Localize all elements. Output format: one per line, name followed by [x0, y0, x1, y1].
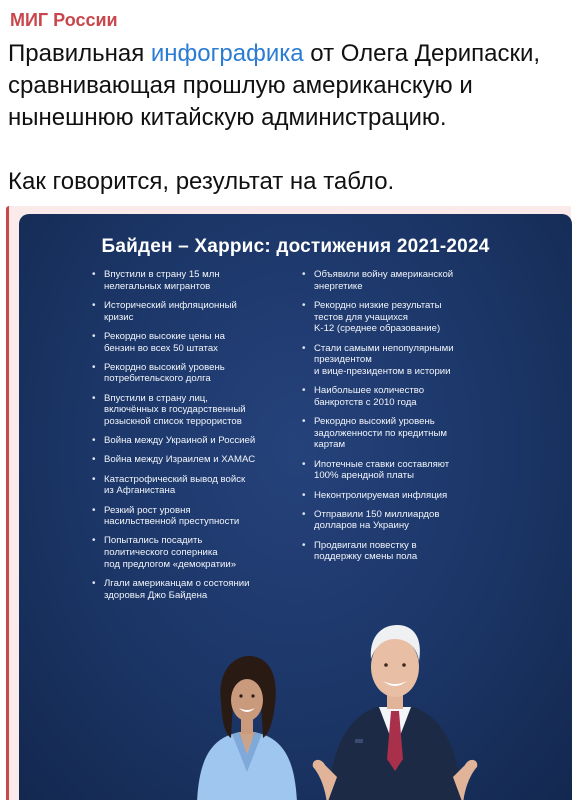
post-text — [8, 38, 568, 198]
post-text-start: Правильная — [8, 40, 151, 67]
list-item-text: Исторический инфляционный кризис — [104, 299, 237, 323]
list-item — [302, 540, 517, 563]
list-item-text: Война между Израилем и ХАМАС — [104, 454, 256, 466]
bullet-icon: • — [302, 269, 306, 280]
bullet-icon: • — [302, 539, 306, 551]
quoted-media — [6, 206, 571, 800]
left-column — [92, 269, 302, 609]
list-item — [92, 331, 302, 354]
list-item-text: Объявили войну американской энергетике — [314, 269, 454, 292]
list-item-text: Впустили в страну 15 млн нелегальных мигрантов — [104, 269, 220, 292]
list-item — [302, 343, 517, 378]
bullet-icon: • — [302, 385, 306, 397]
bullet-icon: • — [92, 361, 96, 373]
list-item — [302, 416, 517, 451]
list-item — [302, 490, 517, 502]
man-illustration — [307, 599, 482, 800]
list-item-text: Рекордно низкие результаты тестов для учащихся K-12 (среднее образование) — [314, 299, 442, 335]
bullet-icon: • — [92, 299, 96, 311]
list-item — [92, 269, 302, 292]
bullet-icon: • — [302, 416, 306, 428]
list-item — [92, 474, 302, 497]
list-item-text: Резкий рост уровня насильственной преступности — [104, 504, 240, 528]
bullet-icon: • — [92, 269, 96, 280]
list-item — [92, 300, 302, 323]
list-item-text: Война между Украиной и Россией — [104, 435, 256, 447]
list-item — [92, 578, 302, 601]
bullet-icon: • — [92, 535, 96, 547]
list-item-text: Наибольшее количество банкротств с 2010 года — [314, 385, 425, 408]
bullet-icon: • — [92, 392, 96, 404]
list-item — [92, 362, 302, 385]
bullet-icon: • — [302, 458, 306, 470]
bullet-icon: • — [302, 342, 306, 354]
list-item-text: Впустили в страну лиц, включённых в государственный розыскной список террористов — [104, 392, 246, 428]
bullet-icon: • — [302, 299, 306, 311]
bullet-icon: • — [302, 508, 306, 520]
woman-illustration — [187, 642, 307, 800]
infographic-link[interactable]: инфографика — [150, 40, 304, 67]
infographic-image[interactable] — [19, 214, 572, 800]
list-item-text: Стали самыми непопулярными президентом и вице-президентом в истории — [314, 342, 454, 377]
list-item — [302, 269, 517, 292]
list-item-text: Рекордно высокий уровень потребительского долга — [104, 361, 225, 385]
list-item-text: Отправили 150 миллиардов долларов на Украину — [314, 508, 440, 532]
post-text-end: от Олега Дерипаски, сравнивающая прошлую американскую и нынешнюю китайскую администрацию. — [8, 40, 541, 131]
list-item — [92, 454, 302, 466]
bullet-icon: • — [302, 489, 306, 501]
bullet-icon: • — [92, 330, 96, 342]
right-column — [302, 269, 517, 571]
list-item-text: Неконтролируемая инфляция — [314, 489, 448, 501]
list-item — [302, 459, 517, 482]
list-item — [302, 385, 517, 408]
bullet-icon: • — [92, 578, 96, 590]
bullet-icon: • — [92, 435, 96, 447]
list-item-text: Лгали американцам о состоянии здоровья Джо Байдена — [104, 578, 250, 601]
list-item-text: Ипотечные ставки составляют 100% арендной платы — [314, 458, 450, 482]
bullet-icon: • — [92, 454, 96, 466]
bullet-icon: • — [92, 473, 96, 485]
channel-name[interactable]: МИГ России — [10, 10, 118, 30]
list-item — [92, 435, 302, 447]
list-item-text: Продвигали повестку в поддержку смены пола — [314, 539, 418, 563]
list-item-text: Катастрофический вывод войск из Афганистана — [104, 473, 246, 497]
list-item — [92, 393, 302, 428]
infographic-title: Байден – Харрис: достижения 2021-2024 — [101, 236, 490, 257]
list-item — [92, 505, 302, 528]
list-item — [302, 509, 517, 532]
bullet-icon: • — [92, 504, 96, 516]
list-item-text: Рекордно высокий уровень задолженности по кредитным картам — [314, 416, 447, 451]
list-item — [302, 300, 517, 335]
post-text-second-line: Как говорится, результат на табло. — [8, 168, 395, 195]
list-item — [92, 535, 302, 570]
list-item-text: Попытались посадить политического соперника под предлогом «демократии» — [104, 535, 237, 570]
list-item-text: Рекордно высокие цены на бензин во всех 50 штатах — [104, 330, 225, 354]
